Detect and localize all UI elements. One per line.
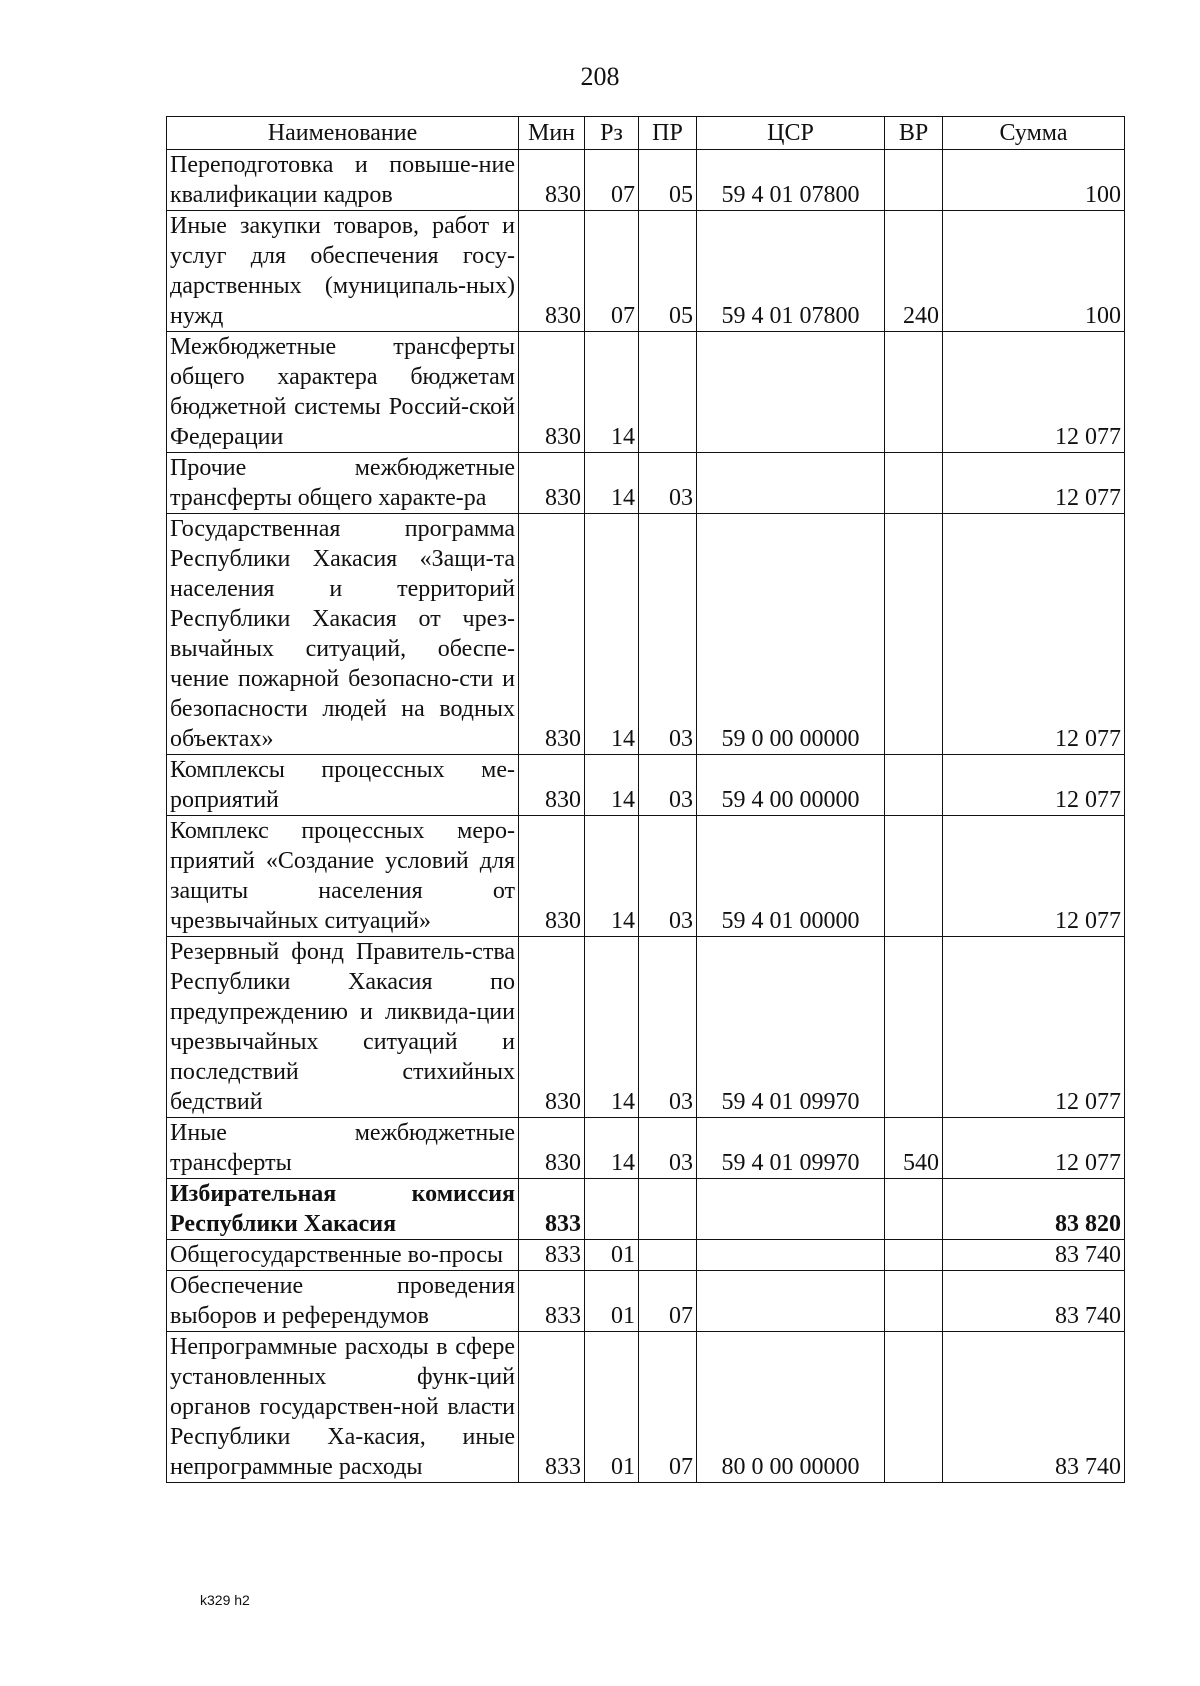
cell-min: 830	[519, 937, 585, 1118]
cell-vr	[885, 514, 943, 755]
cell-name: Иные закупки товаров, работ и услуг для обеспечения госу-дарственных (муниципаль-ных) нужд	[167, 211, 519, 332]
table-row	[167, 937, 1125, 1118]
cell-pr	[639, 332, 697, 453]
cell-csr: 80 0 00 00000	[697, 1332, 885, 1483]
cell-name: Непрограммные расходы в сфере установленных функ-ций органов государствен-ной власти Республики Ха-касия, иные непрограммные расходы	[167, 1332, 519, 1483]
cell-rz: 01	[585, 1332, 639, 1483]
cell-sum: 12 077	[943, 937, 1125, 1118]
cell-min: 830	[519, 150, 585, 211]
cell-pr: 03	[639, 1118, 697, 1179]
cell-sum: 12 077	[943, 453, 1125, 514]
cell-min: 833	[519, 1332, 585, 1483]
table-body	[167, 150, 1125, 1483]
cell-vr	[885, 453, 943, 514]
cell-vr: 540	[885, 1118, 943, 1179]
cell-rz: 01	[585, 1240, 639, 1271]
table-row	[167, 150, 1125, 211]
cell-sum: 83 740	[943, 1271, 1125, 1332]
cell-vr	[885, 1332, 943, 1483]
cell-vr	[885, 150, 943, 211]
cell-pr: 03	[639, 816, 697, 937]
cell-name: Переподготовка и повыше-ние квалификации кадров	[167, 150, 519, 211]
table-row	[167, 514, 1125, 755]
cell-vr	[885, 1271, 943, 1332]
cell-pr: 05	[639, 150, 697, 211]
cell-sum: 83 740	[943, 1240, 1125, 1271]
cell-rz	[585, 1179, 639, 1240]
cell-csr: 59 4 01 09970	[697, 937, 885, 1118]
cell-rz: 01	[585, 1271, 639, 1332]
table-row	[167, 816, 1125, 937]
cell-csr	[697, 453, 885, 514]
cell-min: 833	[519, 1179, 585, 1240]
column-header-name: Наименование	[167, 117, 519, 150]
table-header-row	[167, 117, 1125, 150]
cell-vr	[885, 332, 943, 453]
cell-csr: 59 4 01 07800	[697, 150, 885, 211]
cell-csr: 59 4 01 09970	[697, 1118, 885, 1179]
cell-sum: 83 820	[943, 1179, 1125, 1240]
table-row	[167, 332, 1125, 453]
cell-pr: 03	[639, 755, 697, 816]
cell-pr: 07	[639, 1332, 697, 1483]
cell-csr	[697, 332, 885, 453]
cell-name: Государственная программа Республики Хакасия «Защи-та населения и территорий Республики Хакасия от чрез-вычайных ситуаций, обеспе-чение пожарной безопасно-сти и безопасности людей на водных объектах»	[167, 514, 519, 755]
table-row	[167, 755, 1125, 816]
cell-name: Избирательная комиссия Республики Хакасия	[167, 1179, 519, 1240]
cell-name: Межбюджетные трансферты общего характера бюджетам бюджетной системы Россий-ской Федерации	[167, 332, 519, 453]
table-row	[167, 453, 1125, 514]
cell-csr	[697, 1271, 885, 1332]
table-row	[167, 1271, 1125, 1332]
cell-sum: 12 077	[943, 755, 1125, 816]
cell-sum: 12 077	[943, 816, 1125, 937]
cell-rz: 14	[585, 1118, 639, 1179]
cell-rz: 14	[585, 453, 639, 514]
cell-name: Иные межбюджетные трансферты	[167, 1118, 519, 1179]
cell-pr	[639, 1240, 697, 1271]
cell-pr: 05	[639, 211, 697, 332]
cell-rz: 07	[585, 150, 639, 211]
cell-min: 833	[519, 1240, 585, 1271]
cell-pr: 07	[639, 1271, 697, 1332]
cell-min: 830	[519, 453, 585, 514]
cell-csr	[697, 1240, 885, 1271]
cell-csr: 59 4 01 00000	[697, 816, 885, 937]
cell-name: Комплексы процессных ме-роприятий	[167, 755, 519, 816]
cell-min: 830	[519, 816, 585, 937]
column-header-vr: ВР	[885, 117, 943, 150]
cell-min: 830	[519, 1118, 585, 1179]
cell-pr: 03	[639, 937, 697, 1118]
cell-rz: 14	[585, 332, 639, 453]
cell-sum: 100	[943, 150, 1125, 211]
cell-vr	[885, 937, 943, 1118]
cell-vr: 240	[885, 211, 943, 332]
cell-pr	[639, 1179, 697, 1240]
table-row	[167, 1240, 1125, 1271]
budget-table	[166, 116, 1125, 1483]
cell-name: Резервный фонд Правитель-ства Республики Хакасия по предупреждению и ликвида-ции чрезвычайных ситуаций и последствий стихийных бедствий	[167, 937, 519, 1118]
column-header-min: Мин	[519, 117, 585, 150]
cell-rz: 14	[585, 755, 639, 816]
cell-sum: 12 077	[943, 1118, 1125, 1179]
page-number: 208	[580, 62, 620, 91]
cell-csr: 59 4 00 00000	[697, 755, 885, 816]
column-header-pr: ПР	[639, 117, 697, 150]
cell-min: 830	[519, 514, 585, 755]
cell-name: Комплекс процессных меро-приятий «Создание условий для защиты населения от чрезвычайных ситуаций»	[167, 816, 519, 937]
cell-csr: 59 0 00 00000	[697, 514, 885, 755]
cell-min: 830	[519, 332, 585, 453]
column-header-csr: ЦСР	[697, 117, 885, 150]
cell-min: 830	[519, 211, 585, 332]
cell-rz: 14	[585, 816, 639, 937]
table-row	[167, 1118, 1125, 1179]
cell-sum: 83 740	[943, 1332, 1125, 1483]
cell-name: Прочие межбюджетные трансферты общего характе-ра	[167, 453, 519, 514]
table-row	[167, 211, 1125, 332]
cell-rz: 14	[585, 514, 639, 755]
footer-mark: k329 h2	[200, 1592, 250, 1608]
cell-name: Общегосударственные во-просы	[167, 1240, 519, 1271]
cell-sum: 12 077	[943, 332, 1125, 453]
table-row	[167, 1332, 1125, 1483]
cell-pr: 03	[639, 453, 697, 514]
cell-csr	[697, 1179, 885, 1240]
cell-min: 830	[519, 755, 585, 816]
table-row	[167, 1179, 1125, 1240]
column-header-sum: Сумма	[943, 117, 1125, 150]
cell-rz: 14	[585, 937, 639, 1118]
cell-vr	[885, 816, 943, 937]
column-header-rz: Рз	[585, 117, 639, 150]
cell-sum: 12 077	[943, 514, 1125, 755]
cell-name: Обеспечение проведения выборов и референдумов	[167, 1271, 519, 1332]
cell-pr: 03	[639, 514, 697, 755]
cell-vr	[885, 755, 943, 816]
cell-min: 833	[519, 1271, 585, 1332]
cell-vr	[885, 1240, 943, 1271]
cell-csr: 59 4 01 07800	[697, 211, 885, 332]
cell-vr	[885, 1179, 943, 1240]
cell-sum: 100	[943, 211, 1125, 332]
cell-rz: 07	[585, 211, 639, 332]
